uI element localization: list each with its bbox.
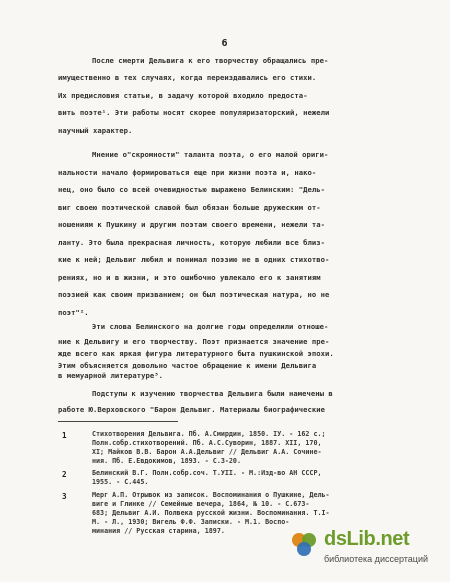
body-line: нальности начало формироваться еще при жизни поэта и, нако- (58, 168, 317, 177)
page-number: 6 (221, 38, 229, 49)
footnote-line: Мерг А.П. Отрывок из записок. Воспоминания о Пушкине, Дель- (92, 491, 330, 499)
body-line: Их предисловия статьи, в задачу которой входило предоста- (58, 91, 308, 100)
footnote-line: Полн.собр.стихотворений. Пб. А.С.Суворин, 1887. ХІІ, 170, (92, 439, 322, 447)
body-line: в мемуарной литературе³. (58, 371, 164, 380)
footnote-line: минания // Русская старина, 1897. (92, 527, 225, 535)
footnote-line: Стихотворения Дельвига. Пб. А.Смирдин, 1850. ІУ. - 162 с.; (92, 430, 326, 438)
body-line: Эти слова Белинского на долгие годы определили отноше- (92, 322, 329, 331)
footnote-line: 1955. - С.445. (92, 478, 149, 486)
body-line: ношениям к Пушкину и другим поэтам своего времени, нежели та- (58, 220, 326, 229)
body-line: виг своею поэтической славой был обязан больше дружеским от- (58, 203, 321, 212)
footnote-line: ния. Пб. Е.Евдокимов, 1893. - С.3-20. (92, 457, 241, 465)
body-line: рениях, но и в жизни, и это ошибочно увлекало его к занятиям (58, 273, 321, 282)
body-line: работе Ю.Верховского "Барон Дельвиг. Материалы биографические (58, 405, 326, 414)
body-line: вить поэте¹. Эти работы носят скорее популяризаторский, нежели (58, 108, 330, 117)
body-line: поэт"². (58, 308, 89, 317)
footnote-line: Белинский В.Г. Полн.собр.соч. Т.УІІ. - М.:Изд-во АН СССР, (92, 469, 322, 477)
body-line: имущественно в тех случаях, когда переиздавались его стихи. (58, 73, 317, 82)
body-line: поэзией как своим призванием; он был поэтическая натура, но не (58, 290, 330, 299)
footnote-line: виге и Глинке // Семейные вечера, 1864, № 10. - С.673- (92, 500, 310, 508)
watermark-subtitle: библиотека диссертаций (324, 554, 429, 564)
footnote-number: 1 (62, 431, 67, 440)
footnote-line: М. - Л., 1930; Вигель Ф.Ф. Записки. - М.1. Воспо- (92, 518, 290, 526)
dslib-watermark[interactable] (288, 524, 438, 572)
body-line: После смерти Дельвига к его творчеству обращались пре- (92, 56, 329, 65)
body-line: Этим объясняется довольно частое обращение к имени Дельвига (58, 361, 317, 370)
watermark-title: dsLib.net (324, 528, 410, 550)
body-line: нец, оно было со всей очевидностью выражено Белинским: "Дель- (58, 185, 326, 194)
footnote-number: 3 (62, 492, 67, 501)
footnote-number: 2 (62, 470, 67, 479)
body-line: кие к ней; Дельвиг любил и понимал поэзию не в одних стихотво- (58, 255, 330, 264)
body-line: ние к Дельвигу и его творчеству. Поэт признается значение пре- (58, 337, 330, 346)
body-line: ланту. Это была прекрасная личность, которую любили все близ- (58, 238, 326, 247)
footnote-line: 683; Дельвиг А.И. Полвека русской жизни. Воспоминания. Т.І- (92, 509, 330, 517)
body-line: Подступы к изучению творчества Дельвига были намечены в (92, 389, 333, 398)
body-line: жде всего как яркая фигура литературного быта пушкинской эпохи. (58, 349, 334, 358)
dslib-logo-icon (288, 528, 320, 560)
footnote-line: ХІ; Майков В.В. Барон А.А.Дельвиг // Дельвиг А.А. Сочине- (92, 448, 322, 456)
footnote-separator (58, 421, 178, 422)
body-line: Мнение о"скромности" таланта поэта, о его малой ориги- (92, 150, 329, 159)
body-line: научный характер. (58, 126, 133, 135)
